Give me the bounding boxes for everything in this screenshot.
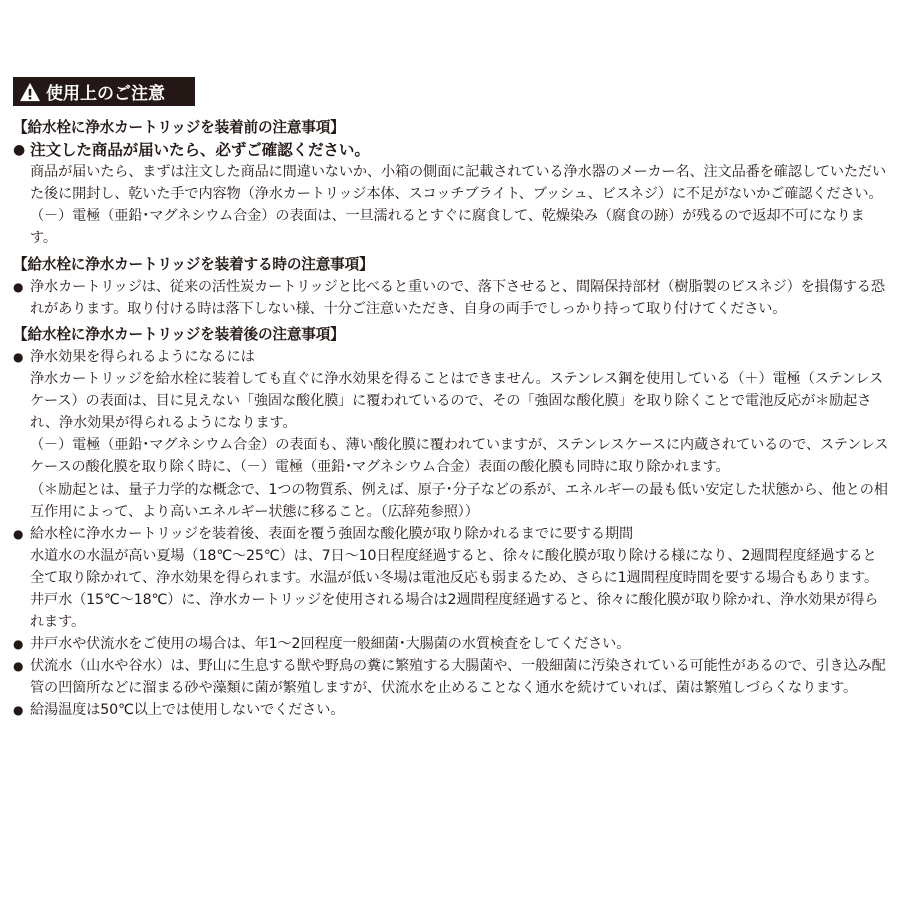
list-item xyxy=(13,655,889,699)
item-paragraph: （＊励起とは、量子力学的な概念で、1つの物質系、例えば、原子･分子などの系が、エネルギーの最も低い安定した状態から、他との相互作用によって、より高いエネルギー状態に移ること。（広辞苑参照）） xyxy=(30,481,888,520)
list-item xyxy=(13,139,889,249)
list-item xyxy=(13,346,889,523)
bullet-icon: ● xyxy=(13,279,24,294)
list-item xyxy=(13,633,889,655)
item-text: 給湯温度は50℃以上では使用しないでください。 xyxy=(30,702,345,719)
warning-icon xyxy=(19,82,41,102)
section-heading: 【給水栓に浄水カートリッジを装着後の注意事項】 xyxy=(13,325,345,343)
caution-title-badge xyxy=(13,77,195,106)
item-paragraph: 水道水の水温が高い夏場（18℃～25℃）は、7日～10日程度経過すると、徐々に酸化膜が取り除ける様になり、2週間程度経過すると全て取り除かれて、浄水効果を得られます。水温が低い冬場は電池反応も弱まるため、さらに1週間程度時間を要する場合もあります。 xyxy=(30,547,879,586)
bullet-icon: ● xyxy=(13,703,24,718)
section-heading: 【給水栓に浄水カートリッジを装着する時の注意事項】 xyxy=(13,255,374,273)
bullet-icon: ● xyxy=(13,526,24,541)
notes-body xyxy=(13,117,889,722)
item-paragraph: 商品が届いたら、まずは注文した商品に間違いないか、小箱の側面に記載されている浄水器のメーカー名、注文品番を確認していただいた後に開封し、乾いた手で内容物（浄水カートリッジ本体、スコッチブライト、ブッシュ、ビスネジ）に不足がないかご確認ください。 xyxy=(30,164,887,203)
item-paragraph: （－）電極（亜鉛･マグネシウム合金）の表面も、薄い酸化膜に覆われていますが、ステンレスケースに内蔵されているので、ステンレスケースの酸化膜を取り除く時に、（－）電極（亜鉛･マグネシウム合金）表面の酸化膜も同時に取り除かれます。 xyxy=(30,437,889,476)
item-paragraph: 浄水カートリッジを給水栓に装着しても直ぐに浄水効果を得ることはできません。ステンレス鋼を使用している（＋）電極（ステンレスケース）の表面は、目に見えない「強固な酸化膜」に覆われているので、その「強固な酸化膜」を取り除くことで電池反応が＊励起され、浄水効果が得られるようになります。 xyxy=(30,371,884,432)
item-paragraph: 井戸水（15℃～18℃）に、浄水カートリッジを使用される場合は2週間程度経過すると、徐々に酸化膜が取り除かれ、浄水効果が得られます。 xyxy=(30,591,879,631)
item-paragraph: （－）電極（亜鉛･マグネシウム合金）の表面は、一旦濡れるとすぐに腐食して、乾燥染み（腐食の跡）が残るので返却不可になります。 xyxy=(30,208,865,247)
section-heading: 【給水栓に浄水カートリッジを装着前の注意事項】 xyxy=(13,119,345,136)
item-text: 伏流水（山水や谷水）は、野山に生息する獣や野鳥の糞に繁殖する大腸菌や、一般細菌に汚染されている可能性があるので、引き込み配管の凹箇所などに溜まる砂や藻類に菌が繁殖しますが、伏流水を止めることなく通水を続けていれば、菌は繁殖しづらくなります。 xyxy=(30,658,886,697)
list-item xyxy=(13,523,889,633)
item-text: 浄水カートリッジは、従来の活性炭カートリッジと比べると重いので、落下させると、間隔保持部材（樹脂製のビスネジ）を損傷する恐れがあります。取り付ける時は落下しない様、十分ご注意いただき、自身の両手でしっかり持って取り付けてください。 xyxy=(30,278,885,317)
bullet-icon: ● xyxy=(13,142,26,159)
page-title: 使用上のご注意 xyxy=(46,84,165,104)
bullet-icon: ● xyxy=(13,637,24,652)
item-heading: 注文した商品が届いたら、必ずご確認ください。 xyxy=(30,141,370,160)
list-item xyxy=(13,276,889,320)
item-heading: 浄水効果を得られるようになるには xyxy=(30,348,255,365)
list-item xyxy=(13,699,889,721)
item-text: 井戸水や伏流水をご使用の場合は、年1～2回程度一般細菌･大腸菌の水質検査をしてください。 xyxy=(30,636,631,653)
bullet-icon: ● xyxy=(13,659,24,674)
item-heading: 給水栓に浄水カートリッジを装着後、表面を覆う強固な酸化膜が取り除かれるまでに要する期間 xyxy=(30,525,634,542)
bullet-icon: ● xyxy=(13,349,24,364)
